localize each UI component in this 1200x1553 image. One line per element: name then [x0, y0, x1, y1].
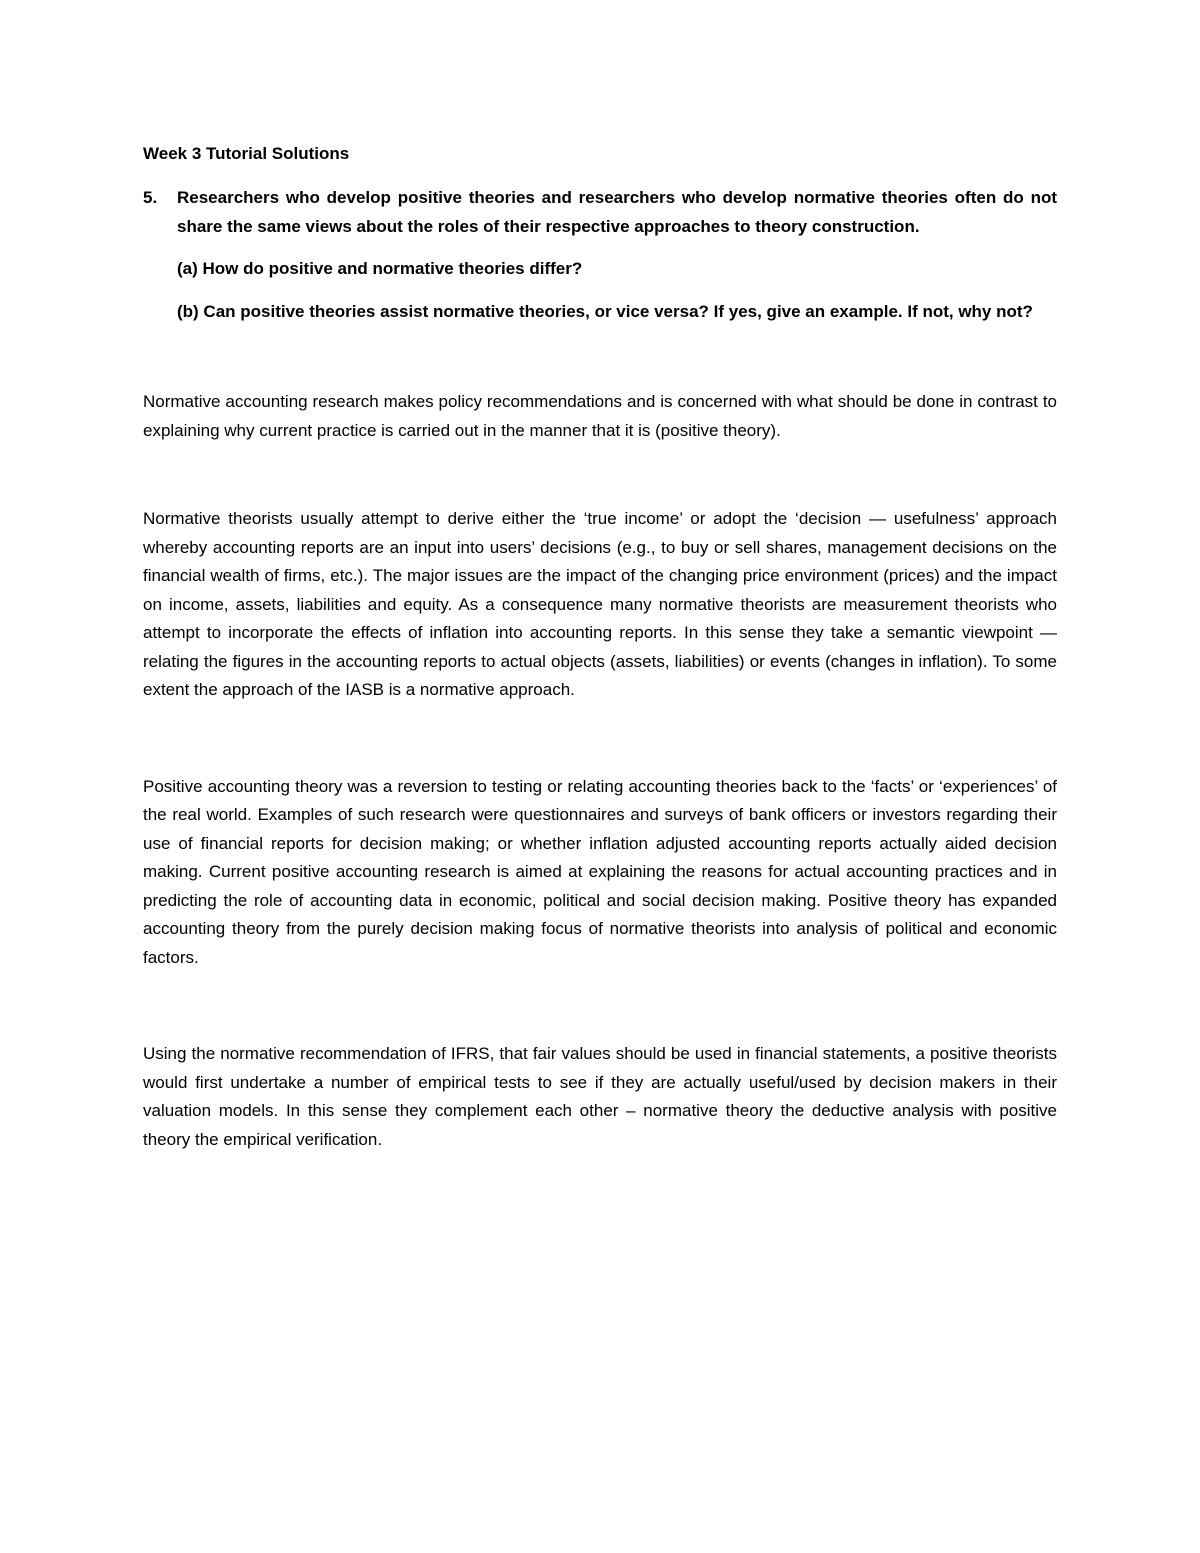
answer-section: [143, 388, 1057, 1154]
answer-paragraph-ifrs-example: Using the normative recommendation of IFRS, that fair values should be used in financial statements, a positive theorists would first undertake a number of empirical tests to see if they are actually useful/used by decision makers in their valuation models. In this sense they complement each other – normative theory the deductive analysis with positive theory the empirical verification.: [143, 1044, 1057, 1149]
document-title: Week 3 Tutorial Solutions: [143, 144, 350, 163]
question-part-a: (a) How do positive and normative theories differ?: [177, 259, 583, 278]
question-block: [143, 184, 1057, 326]
answer-paragraph-normative-definition: Normative accounting research makes policy recommendations and is concerned with what should be done in contrast to explaining why current practice is carried out in the manner that it is (positive theory).: [143, 392, 1057, 440]
question-number: 5.: [143, 188, 158, 207]
question-part-b: (b) Can positive theories assist normative theories, or vice versa? If yes, give an example. If not, why not?: [177, 301, 1033, 321]
question-main: [143, 184, 1057, 241]
answer-paragraph-positive-theory: Positive accounting theory was a reversion to testing or relating accounting theories back to the ‘facts’ or ‘experiences’ of the real world. Examples of such research were questionnaires and surveys of bank officers or investors regarding their use of financial reports for decision making; or whether inflation adjusted accounting reports actually aided decision making. Current positive accounting research is aimed at explaining the reasons for actual accounting practices and in predicting the role of accounting data in economic, political and social decision making. Positive theory has expanded accounting theory from the purely decision making focus of normative theorists into analysis of political and economic factors.: [143, 776, 1057, 967]
answer-paragraph-normative-theorists: Normative theorists usually attempt to derive either the ‘true income’ or adopt the ‘decision — usefulness’ approach whereby accounting reports are an input into users’ decisions (e.g., to buy or sell shares, management decisions on the financial wealth of firms, etc.). The major issues are the impact of the changing price environment (prices) and the impact on income, assets, liabilities and equity. As a consequence many normative theorists are measurement theorists who attempt to incorporate the effects of inflation into accounting reports. In this sense they take a semantic viewpoint — relating the figures in the accounting reports to actual objects (assets, liabilities) or events (changes in inflation). To some extent the approach of the IASB is a normative approach.: [143, 509, 1057, 699]
document-content: [143, 140, 1057, 1154]
question-text: Researchers who develop positive theories and researchers who develop normative theories often do not share the same views about the roles of their respective approaches to theory construction.: [177, 188, 1057, 236]
